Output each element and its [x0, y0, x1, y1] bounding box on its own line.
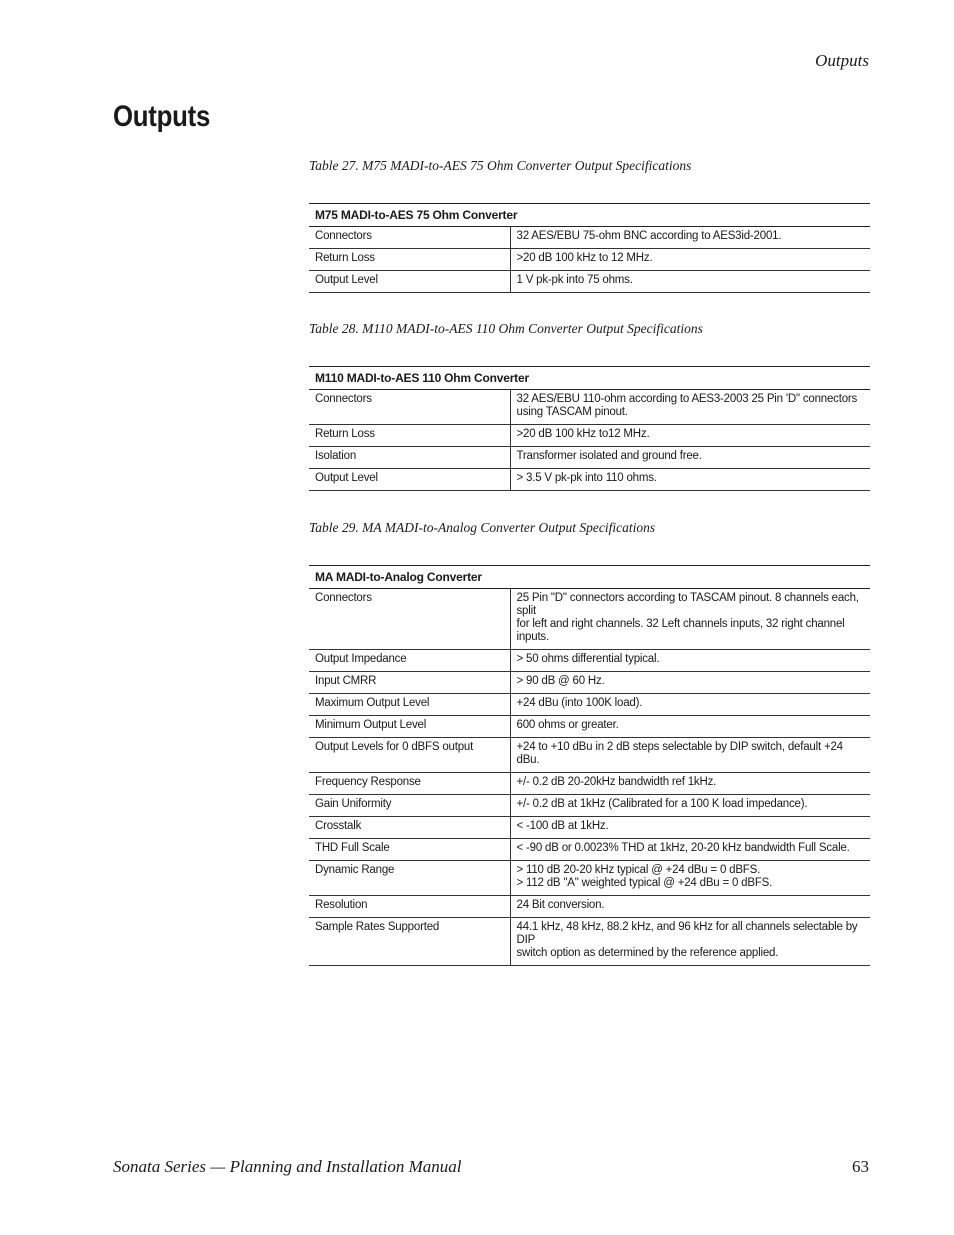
table-row: [309, 650, 870, 672]
table-row: [309, 469, 870, 491]
spec-value: 32 AES/EBU 110-ohm according to AES3-2003 25 Pin 'D" connectors using TASCAM pinout.: [510, 390, 870, 425]
table-row: [309, 271, 870, 293]
spec-table-m110: [309, 366, 870, 491]
spec-value: 44.1 kHz, 48 kHz, 88.2 kHz, and 96 kHz for all channels selectable by DIP switch option as determined by the reference applied.: [510, 918, 870, 966]
spec-label: Return Loss: [309, 425, 510, 447]
spec-label: Output Levels for 0 dBFS output: [309, 738, 510, 773]
table-body: [309, 390, 870, 491]
spec-label: Output Level: [309, 469, 510, 491]
spec-value: +/- 0.2 dB 20-20kHz bandwidth ref 1kHz.: [510, 773, 870, 795]
spec-value: > 110 dB 20-20 kHz typical @ +24 dBu = 0 dBFS. > 112 dB "A" weighted typical @ +24 dBu = 0 dBFS.: [510, 861, 870, 896]
spec-label: Maximum Output Level: [309, 694, 510, 716]
spec-value: 600 ohms or greater.: [510, 716, 870, 738]
table-row: [309, 672, 870, 694]
spec-value: +24 dBu (into 100K load).: [510, 694, 870, 716]
spec-label: Frequency Response: [309, 773, 510, 795]
table-row: [309, 227, 870, 249]
spec-label: Gain Uniformity: [309, 795, 510, 817]
spec-label: THD Full Scale: [309, 839, 510, 861]
footer-title: Sonata Series — Planning and Installation Manual: [113, 1157, 462, 1176]
table-row: [309, 795, 870, 817]
spec-value: 32 AES/EBU 75-ohm BNC according to AES3id-2001.: [510, 227, 870, 249]
page-number: 63: [852, 1157, 869, 1176]
spec-label: Isolation: [309, 447, 510, 469]
running-head: Outputs: [815, 51, 869, 70]
table-row: [309, 249, 870, 271]
spec-label: Input CMRR: [309, 672, 510, 694]
spec-table-ma: [309, 565, 870, 966]
table-row: [309, 716, 870, 738]
table-heading: M110 MADI-to-AES 110 Ohm Converter: [309, 367, 870, 390]
table-body: [309, 589, 870, 966]
spec-label: Resolution: [309, 896, 510, 918]
table-row: [309, 390, 870, 425]
spec-label: Connectors: [309, 390, 510, 425]
table-row: [309, 773, 870, 795]
table-row: [309, 861, 870, 896]
table-row: [309, 918, 870, 966]
table-heading: MA MADI-to-Analog Converter: [309, 566, 870, 589]
spec-value: 25 Pin "D" connectors according to TASCAM pinout. 8 channels each, split for left and right channels. 32 Left channels inputs, 32 right channel inputs.: [510, 589, 870, 650]
table-heading: M75 MADI-to-AES 75 Ohm Converter: [309, 204, 870, 227]
spec-value: > 90 dB @ 60 Hz.: [510, 672, 870, 694]
page-title: Outputs: [113, 100, 211, 133]
table-row: [309, 817, 870, 839]
spec-label: Sample Rates Supported: [309, 918, 510, 966]
spec-label: Return Loss: [309, 249, 510, 271]
spec-label: Dynamic Range: [309, 861, 510, 896]
spec-value: > 50 ohms differential typical.: [510, 650, 870, 672]
table-row: [309, 589, 870, 650]
spec-value: >20 dB 100 kHz to12 MHz.: [510, 425, 870, 447]
spec-value: >20 dB 100 kHz to 12 MHz.: [510, 249, 870, 271]
spec-value: < -90 dB or 0.0023% THD at 1kHz, 20-20 kHz bandwidth Full Scale.: [510, 839, 870, 861]
spec-label: Minimum Output Level: [309, 716, 510, 738]
table-caption-29: Table 29. MA MADI-to-Analog Converter Output Specifications: [309, 520, 656, 535]
spec-label: Output Impedance: [309, 650, 510, 672]
spec-table-m75: [309, 203, 870, 293]
table-row: [309, 896, 870, 918]
table-row: [309, 738, 870, 773]
spec-value: 1 V pk-pk into 75 ohms.: [510, 271, 870, 293]
spec-label: Connectors: [309, 227, 510, 249]
spec-label: Crosstalk: [309, 817, 510, 839]
spec-value: +/- 0.2 dB at 1kHz (Calibrated for a 100 K load impedance).: [510, 795, 870, 817]
table-caption-28: Table 28. M110 MADI-to-AES 110 Ohm Converter Output Specifications: [309, 321, 703, 336]
table-caption-27: Table 27. M75 MADI-to-AES 75 Ohm Converter Output Specifications: [309, 158, 692, 173]
table-row: [309, 447, 870, 469]
table-body: [309, 227, 870, 293]
spec-value: Transformer isolated and ground free.: [510, 447, 870, 469]
spec-value: > 3.5 V pk-pk into 110 ohms.: [510, 469, 870, 491]
spec-value: 24 Bit conversion.: [510, 896, 870, 918]
table-row: [309, 425, 870, 447]
spec-value: +24 to +10 dBu in 2 dB steps selectable by DIP switch, default +24 dBu.: [510, 738, 870, 773]
spec-value: < -100 dB at 1kHz.: [510, 817, 870, 839]
spec-label: Connectors: [309, 589, 510, 650]
table-row: [309, 694, 870, 716]
spec-label: Output Level: [309, 271, 510, 293]
table-row: [309, 839, 870, 861]
